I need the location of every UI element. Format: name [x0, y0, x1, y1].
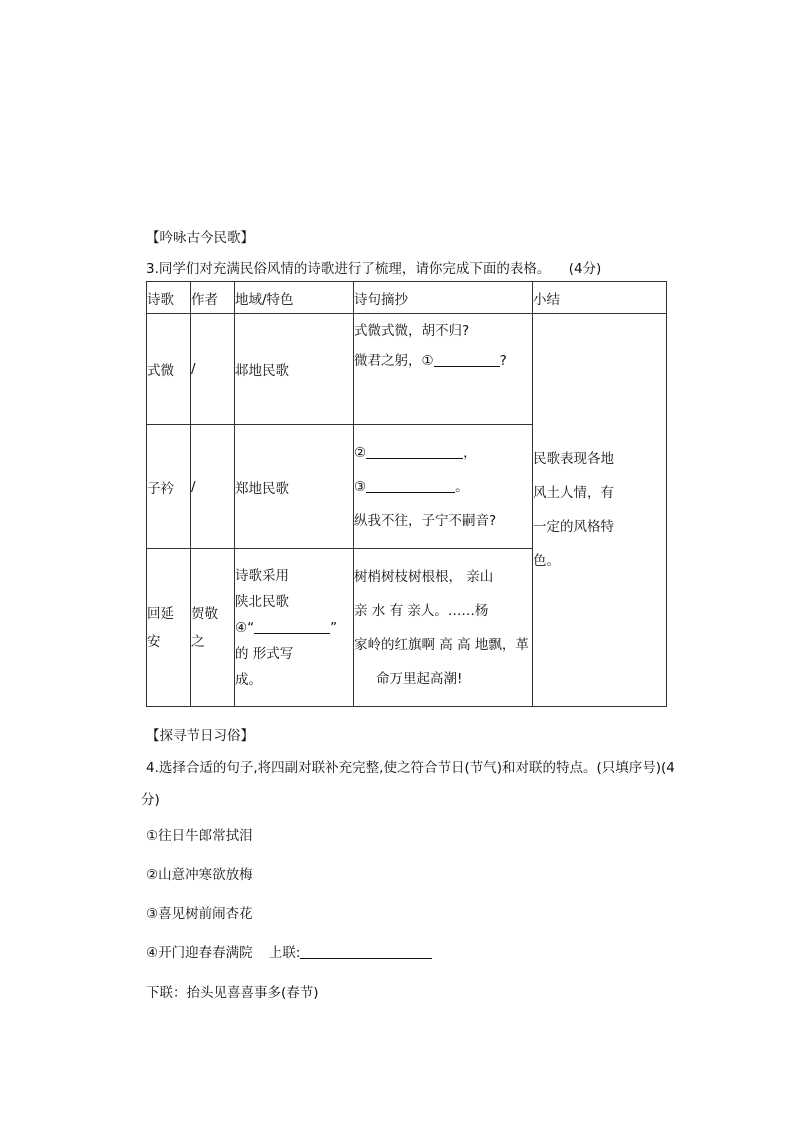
- option-4-line: [146, 943, 432, 963]
- region-line: 陕北民歌: [235, 593, 289, 610]
- header-poem: 诗歌: [147, 282, 191, 314]
- fill-blank-4[interactable]: [254, 619, 330, 634]
- poem-region: 郑地民歌: [235, 425, 354, 549]
- poem-name-line: 安: [147, 633, 161, 650]
- lower-couplet: 下联：抬头见喜喜事多(春节): [146, 985, 319, 1001]
- poem-line: 式微式微，胡不归?: [354, 323, 470, 339]
- poem-line: [354, 436, 532, 470]
- poem-lines: [354, 314, 533, 425]
- poem-line: 纵我不往，子宁不嗣音?: [354, 512, 497, 529]
- summary-line: 一定的风格特: [533, 519, 614, 535]
- table-header-row: [147, 282, 667, 314]
- poem-line: [354, 470, 532, 504]
- option-1: ①往日牛郎常拭泪: [146, 828, 253, 844]
- blank-number-3: ③: [354, 478, 367, 495]
- summary-line: 色。: [533, 553, 560, 569]
- upper-couplet-blank[interactable]: [300, 944, 432, 959]
- poem-name: 式微: [147, 314, 191, 425]
- poem-line: 亲 水 有 亲人。……杨: [354, 602, 489, 619]
- summary-cell: [533, 314, 667, 707]
- question-4-prompt: 4.选择合适的句子,将四副对联补充完整,使之符合节日(节气)和对联的特点。(只填序号)(4: [146, 760, 675, 776]
- fill-blank-2[interactable]: [366, 444, 463, 459]
- poem-line-punct: 。: [455, 478, 469, 495]
- region-line: 的 形式写: [235, 645, 294, 662]
- poem-author-line: 之: [191, 633, 205, 650]
- option-2: ②山意冲寒欲放梅: [146, 867, 253, 883]
- option-4: ④开门迎春春满院: [146, 945, 253, 961]
- poem-region: [235, 549, 354, 707]
- poem-line: 树梢树枝树根根， 亲山: [354, 568, 494, 585]
- poem-lines: [354, 425, 533, 549]
- poem-line: 命万里起高潮!: [376, 670, 463, 687]
- header-summary: 小结: [533, 282, 667, 314]
- question-3-score: (4分): [568, 261, 602, 277]
- poem-line-punct: ，: [463, 444, 477, 461]
- summary-line: 风土人情，有: [533, 485, 614, 501]
- poem-line-punct: ?: [499, 353, 507, 369]
- upper-couplet-label: 上联:: [268, 945, 301, 961]
- fill-blank-1[interactable]: [434, 352, 500, 367]
- region-line: 诗歌采用: [235, 567, 289, 584]
- poem-author: /: [191, 314, 235, 425]
- region-line: 成。: [235, 671, 262, 688]
- poem-name: 子衿: [147, 425, 191, 549]
- poem-line: 家岭的红旗啊 高 高 地飘，革: [354, 636, 529, 653]
- header-region: 地域/特色: [235, 282, 354, 314]
- poem-author: [191, 549, 235, 707]
- question-3-prompt: [146, 257, 601, 277]
- question-4-prompt-cont: 分): [141, 792, 160, 808]
- section-title-festival-customs: 【探寻节日习俗】: [146, 728, 254, 744]
- region-line: [235, 615, 353, 641]
- blank-number-4: ④“: [235, 619, 255, 636]
- poem-author-line: 贺敬: [191, 605, 218, 622]
- question-3-text: 3.同学们对充满民俗风情的诗歌进行了梳理，请你完成下面的表格。: [146, 261, 551, 277]
- option-3: ③喜见树前闹杏花: [146, 906, 253, 922]
- poem-line: [354, 346, 532, 376]
- poem-author: /: [191, 425, 235, 549]
- folk-song-table: [146, 281, 667, 707]
- poem-region: 邶地民歌: [235, 314, 354, 425]
- poem-name: [147, 549, 191, 707]
- table-row: [147, 314, 667, 425]
- section-title-ancient-folk-songs: 【吟咏古今民歌】: [146, 230, 254, 246]
- poem-line-text: 微君之躬，①: [354, 353, 434, 369]
- blank-number-2: ②: [354, 444, 367, 461]
- header-author: 作者: [191, 282, 235, 314]
- summary-line: 民歌表现各地: [533, 451, 614, 467]
- poem-name-line: 回延: [147, 605, 174, 622]
- header-lines: 诗句摘抄: [354, 282, 533, 314]
- poem-lines: [354, 549, 533, 707]
- quote-close: ”: [330, 619, 338, 636]
- fill-blank-3[interactable]: [366, 478, 455, 493]
